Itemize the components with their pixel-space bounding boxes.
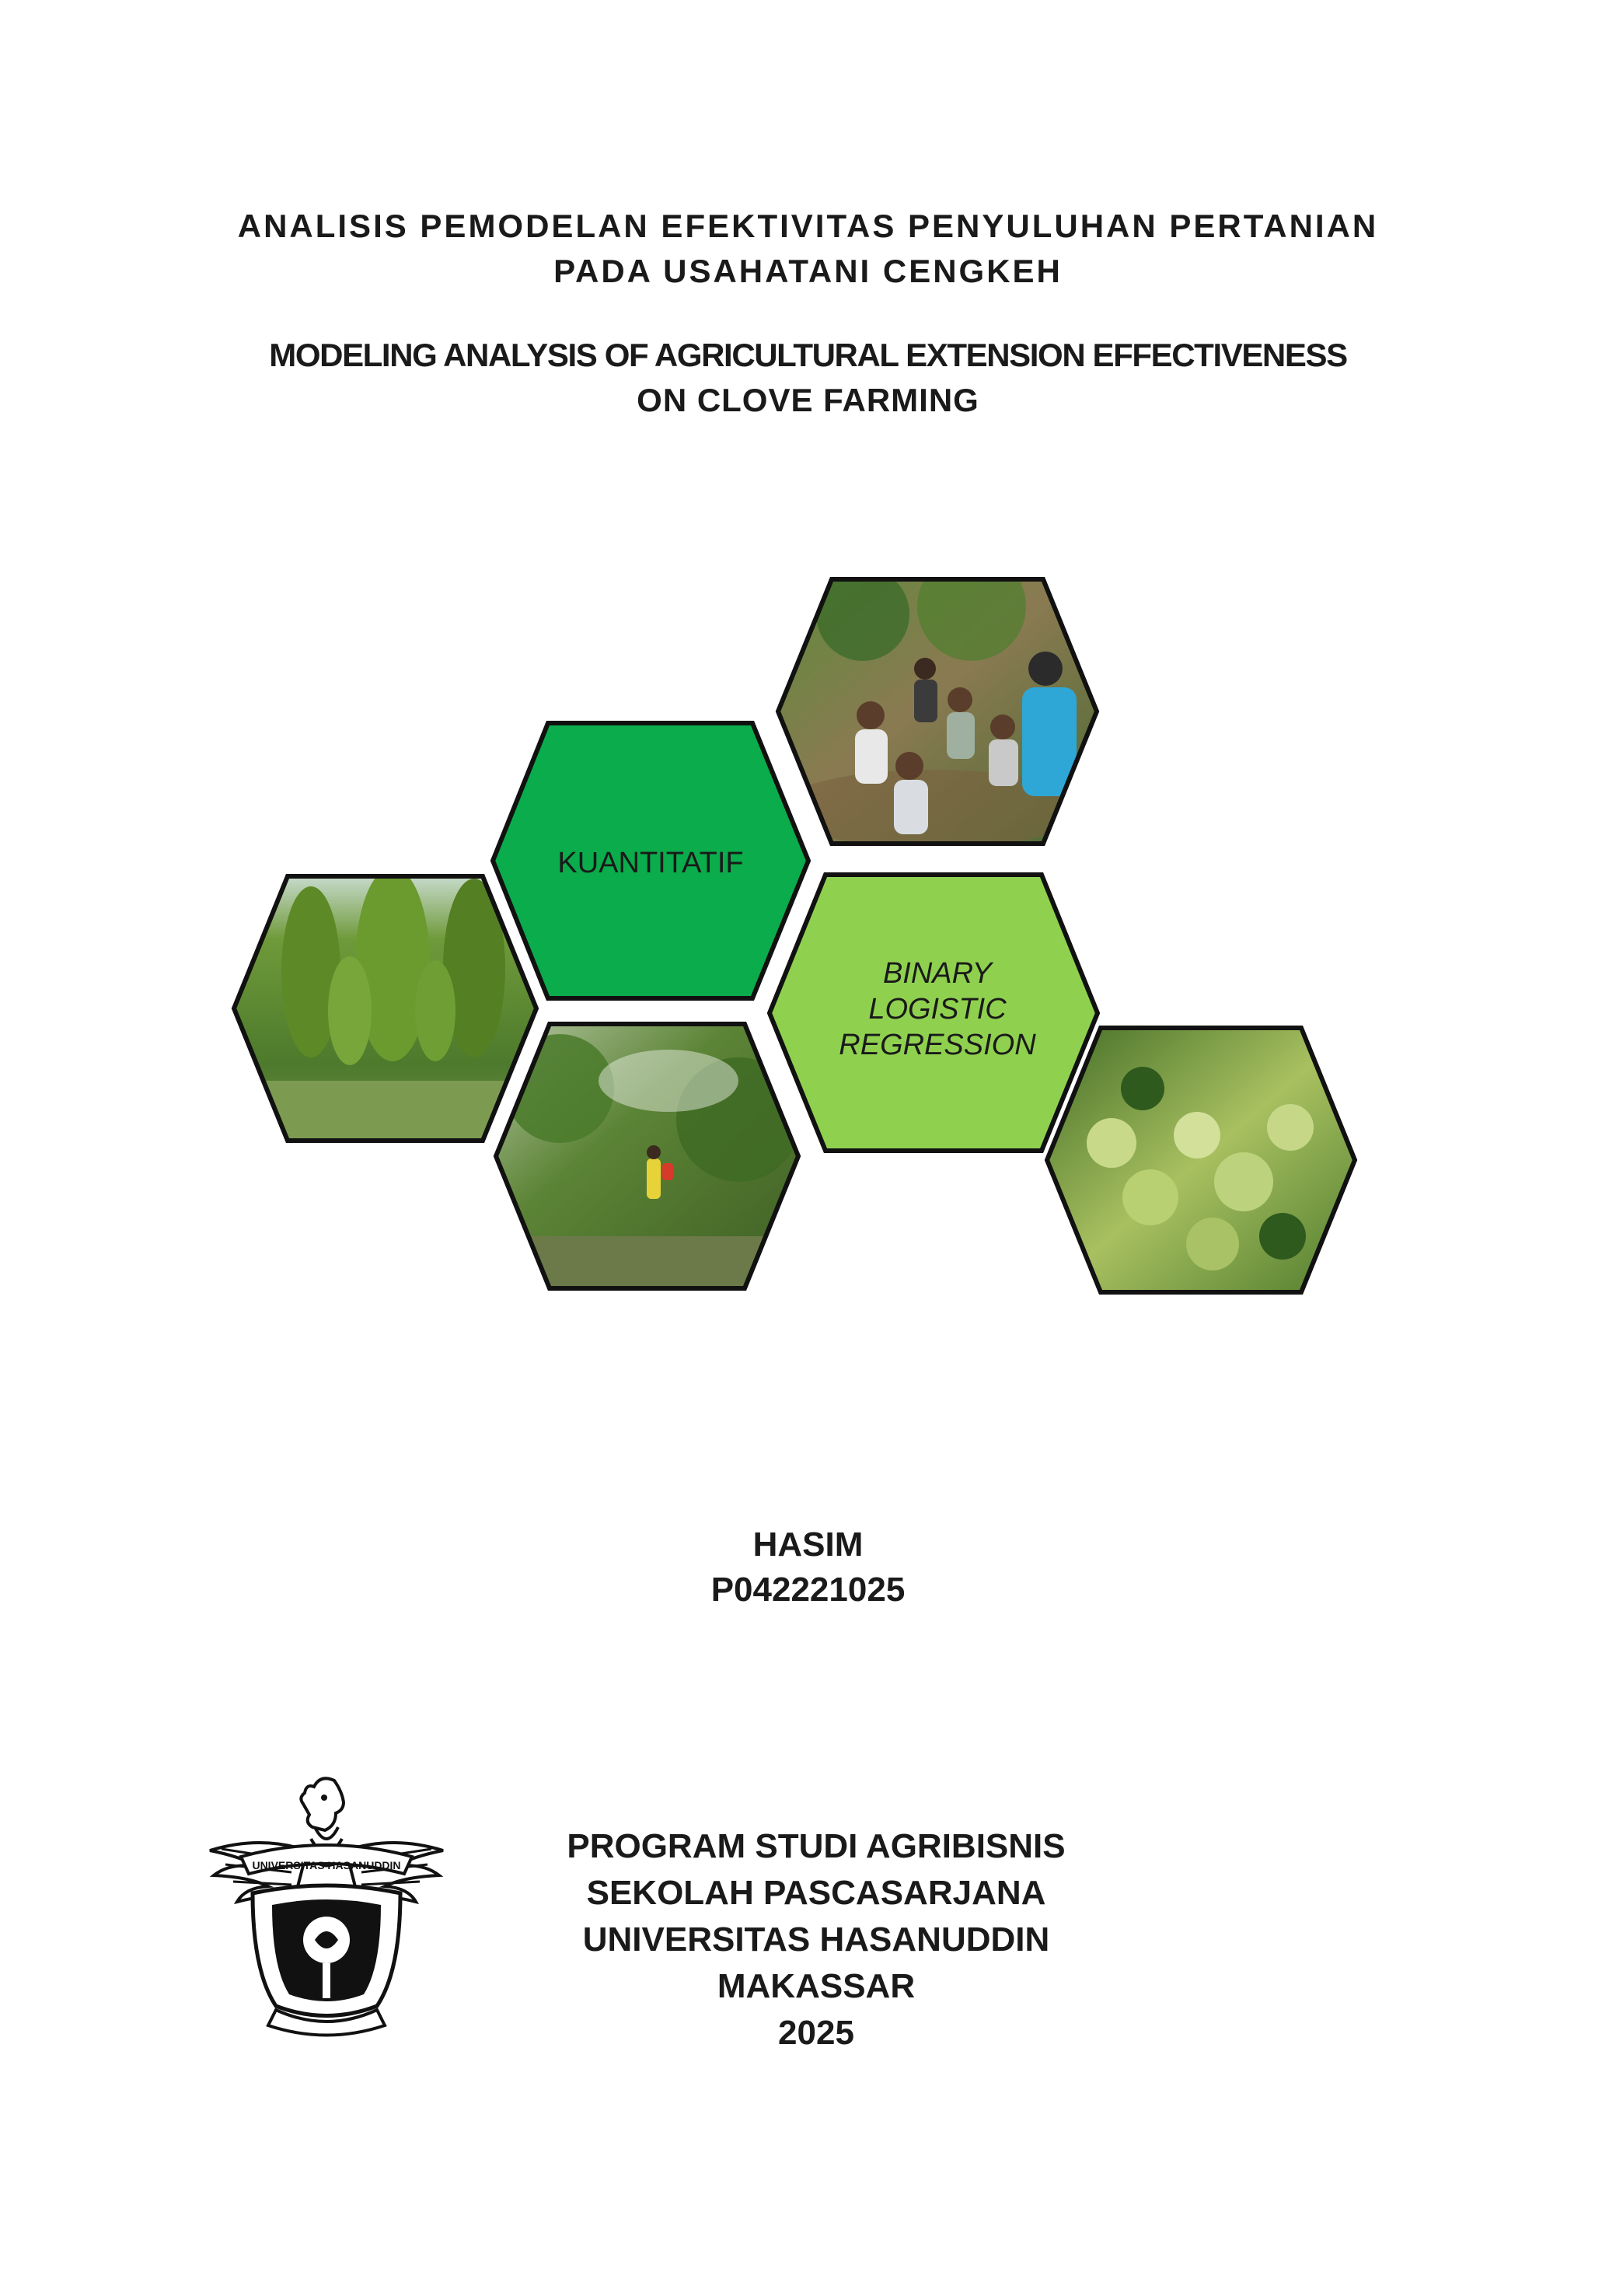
institution-university: UNIVERSITAS HASANUDDIN: [582, 1920, 1050, 1959]
title-id-line2: PADA USAHATANI CENGKEH: [553, 253, 1063, 289]
title-en-line1: MODELING ANALYSIS OF AGRICULTURAL EXTENSION EFFECTIVENESS: [269, 337, 1347, 373]
method-line-3: REGRESSION: [839, 1029, 1036, 1061]
author-id: P042221025: [710, 1571, 906, 1609]
institution-block: [513, 1823, 1119, 2057]
institution-year: 2025: [778, 2014, 854, 2052]
author-name: HASIM: [752, 1525, 864, 1564]
clove-buds-photo: [1042, 1022, 1360, 1296]
kuantitatif-label: KUANTITATIF: [557, 847, 744, 879]
institution-city: MAKASSAR: [717, 1967, 916, 2005]
title-en-line2: ON CLOVE FARMING: [637, 382, 979, 418]
method-line-2: LOGISTIC: [868, 993, 1007, 1026]
method-line-1: BINARY: [882, 957, 993, 990]
university-logo: [206, 1765, 447, 2037]
title-id-line1: ANALISIS PEMODELAN EFEKTIVITAS PENYULUHAN PERTANIAN: [237, 208, 1379, 244]
logo-text: UNIVERSITAS HASANUDDIN: [252, 1859, 401, 1871]
author-block: [0, 1522, 1616, 1613]
institution-program: PROGRAM STUDI AGRIBISNIS: [567, 1827, 1066, 1865]
institution-school: SEKOLAH PASCASARJANA: [586, 1874, 1046, 1912]
